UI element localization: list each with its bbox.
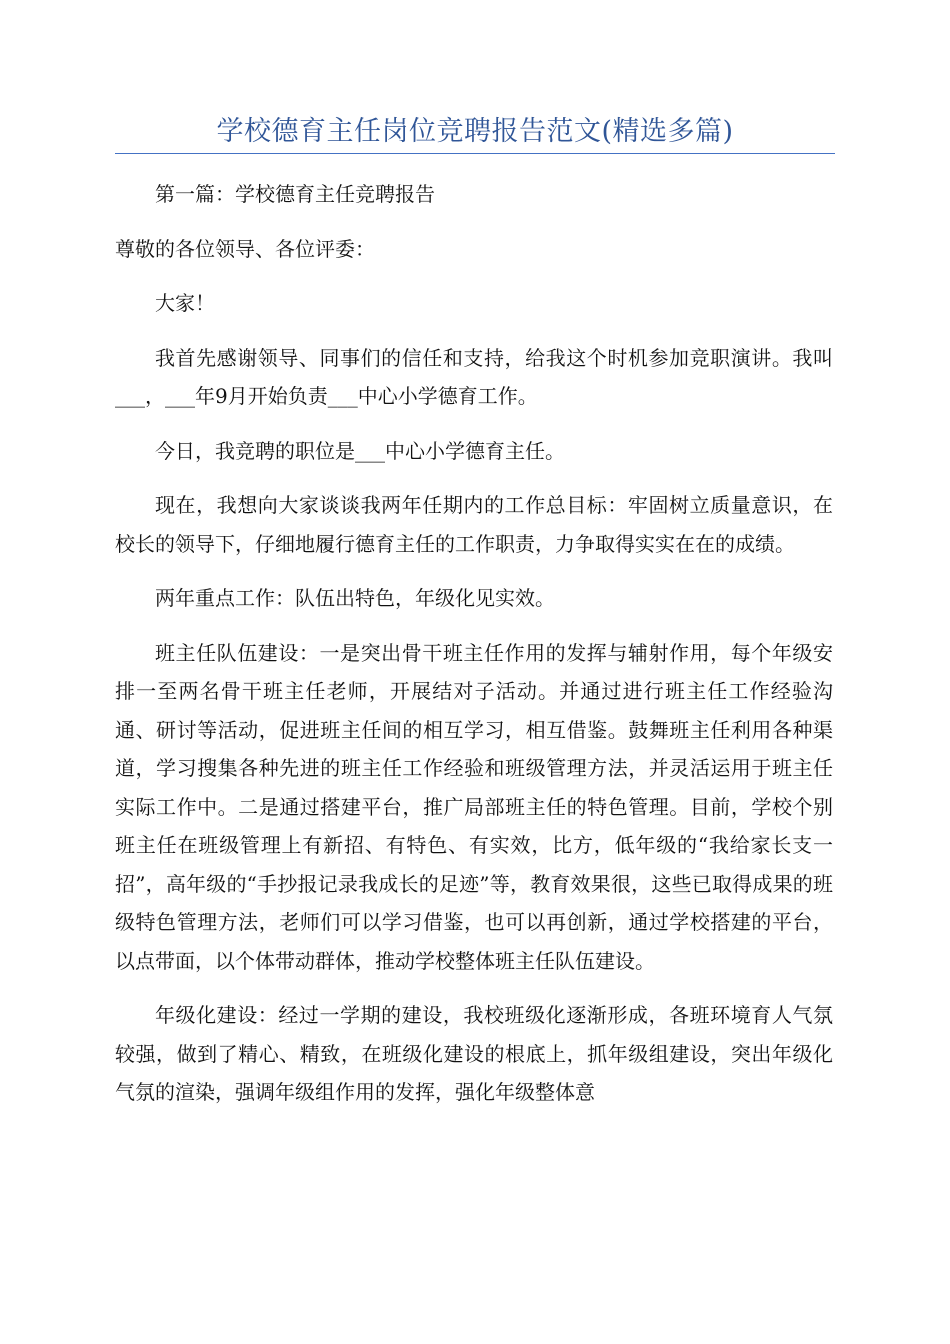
document-title: 学校德育主任岗位竞聘报告范文(精选多篇) <box>216 116 734 147</box>
paragraph: 今日，我竞聘的职位是___中心小学德育主任。 <box>155 438 565 463</box>
section-heading: 第一篇：学校德育主任竞聘报告 <box>155 182 435 206</box>
paragraph: 年级化建设：经过一学期的建设，我校班级化逐渐形成，各班环境育人气氛较强，做到了精心、精致，在班级化建设的根底上，抓年级组建设，突出年级化气氛的渲染，强调年级组作用的发挥，强化年级整体意 <box>115 1003 833 1104</box>
paragraph: 两年重点工作：队伍出特色，年级化见实效。 <box>155 586 555 610</box>
document-body <box>115 175 833 1128</box>
paragraph: 班主任队伍建设：一是突出骨干班主任作用的发挥与辅射作用，每个年级安排一至两名骨干班主任老师，开展结对子活动。并通过进行班主任工作经验沟通、研讨等活动，促进班主任间的相互学习，相互借鉴。鼓舞班主任利用各种渠道，学习搜集各种先进的班主任工作经验和班级管理方法，并灵活运用于班主任实际工作中。二是通过搭建平台，推广局部班主任的特色管理。目前，学校个别班主任在班级管理上有新招、有特色、有实效，比方，低年级的“我给家长支一招”，高年级的“手抄报记录我成长的足迹”等，教育效果很，这些已取得成果的班级特色管理方法，老师们可以学习借鉴，也可以再创新，通过学校搭建的平台，以点带面，以个体带动群体，推动学校整体班主任队伍建设。 <box>115 640 833 973</box>
salutation: 尊敬的各位领导、各位评委： <box>115 236 375 261</box>
paragraph: 我首先感谢领导、同事们的信任和支持，给我这个时机参加竞职演讲。我叫___，___年9月开始负责___中心小学德育工作。 <box>115 345 833 408</box>
paragraph: 大家！ <box>155 291 215 315</box>
title-underline <box>115 153 835 154</box>
paragraph: 现在，我想向大家谈谈我两年任期内的工作总目标：牢固树立质量意识，在校长的领导下，仔细地履行德育主任的工作职责，力争取得实实在在的成绩。 <box>115 493 833 556</box>
